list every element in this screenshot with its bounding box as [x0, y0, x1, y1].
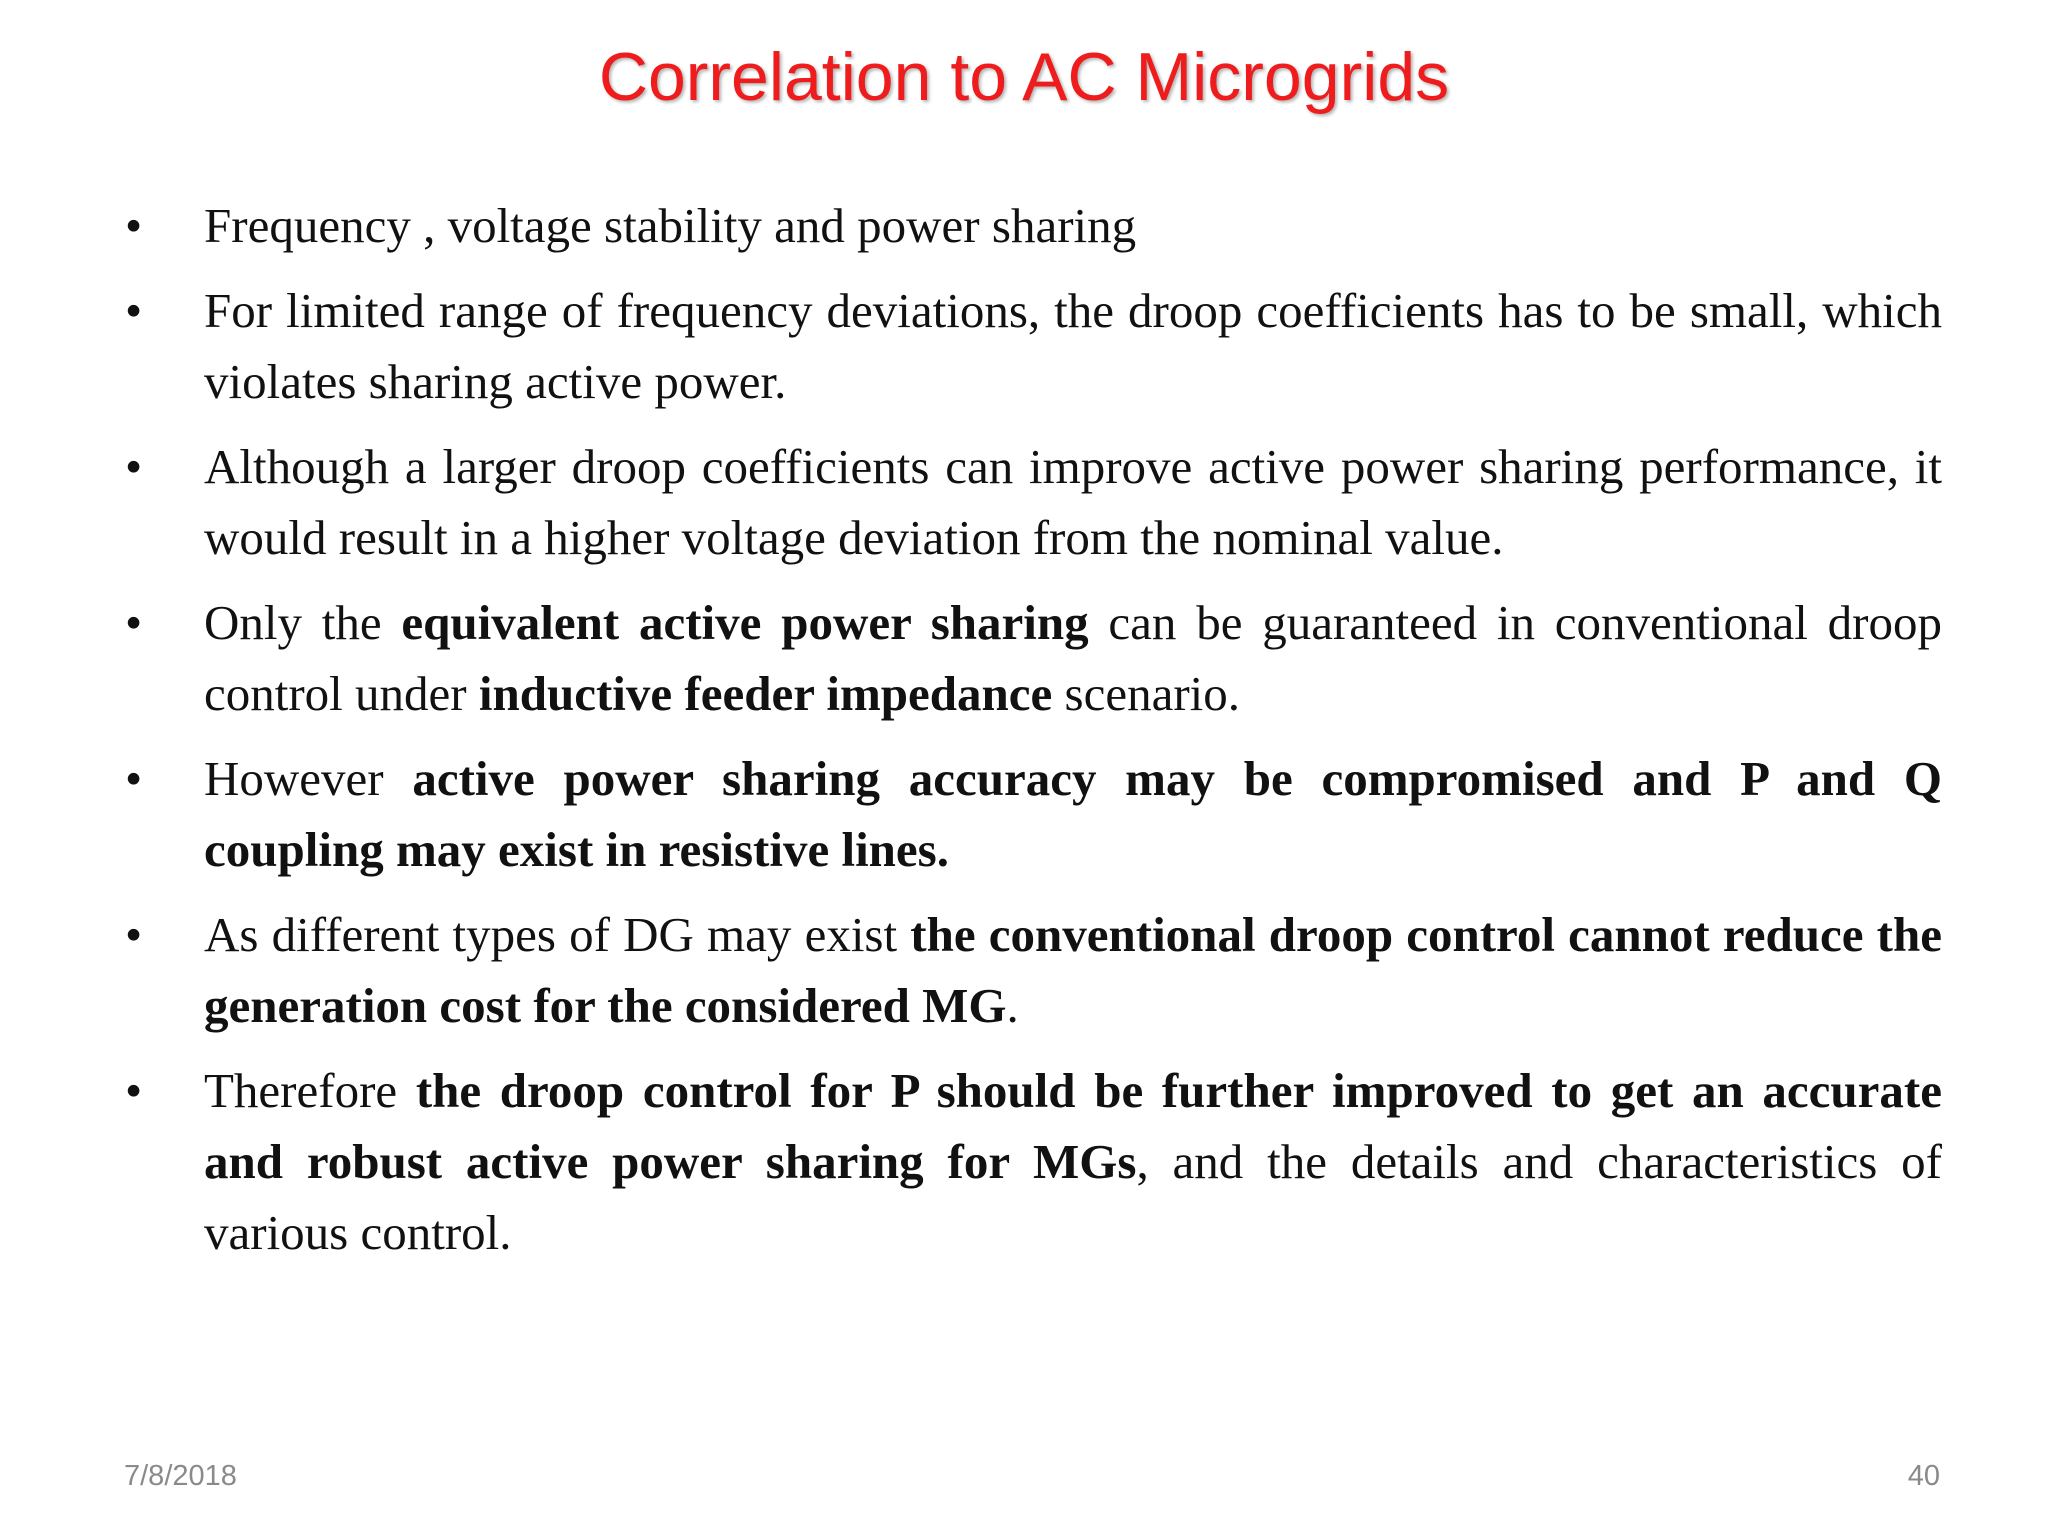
bullet-item: [125, 587, 1942, 729]
text: , and the details and characteristics of various control.: [204, 1134, 1942, 1260]
bold-text: equivalent active power sharing: [401, 595, 1089, 650]
text: can be guaranteed in conventional droop control under: [204, 595, 1942, 721]
bullet-icon: •: [125, 751, 143, 806]
text: As different types of DG may exist: [204, 907, 911, 962]
bold-text: the droop control for P should be further improved to get an accurate and robust active power sharing for MGs: [204, 1063, 1942, 1189]
text: Although a larger droop coefficients can improve active power sharing performance, it would result in a higher voltage deviation from the nominal value.: [204, 439, 1942, 565]
bullet-item: [125, 431, 1942, 573]
text: .: [1006, 978, 1019, 1033]
bullet-item: [125, 190, 1942, 261]
bold-text: inductive feeder impedance: [478, 666, 1053, 721]
bullet-item: [125, 743, 1942, 885]
bullet-item: [125, 275, 1942, 417]
text: Frequency , voltage stability and power sharing: [204, 198, 1137, 253]
bullet-list: [125, 190, 1942, 1282]
bullet-item: [125, 899, 1942, 1041]
text: Therefore: [204, 1063, 416, 1118]
text: For limited range of frequency deviations, the droop coefficients has to be small, which violates sharing active power.: [204, 283, 1942, 409]
footer-date: 7/8/2018: [124, 1460, 237, 1492]
slide-title: Correlation to AC Microgrids: [598, 39, 1450, 115]
bullet-item: [125, 1055, 1942, 1268]
bullet-icon: •: [125, 595, 143, 650]
bullet-icon: •: [125, 439, 143, 494]
bold-text: active power sharing accuracy may be compromised and P and Q coupling may exist in resistive lines.: [204, 751, 1943, 877]
bullet-icon: •: [125, 283, 143, 338]
slide-number: 40: [1907, 1460, 1940, 1492]
bullet-icon: •: [125, 1063, 143, 1118]
text: scenario.: [1052, 666, 1241, 721]
bullet-icon: •: [125, 907, 143, 962]
text: Only the: [204, 595, 402, 650]
bold-text: the conventional droop control cannot reduce the generation cost for the considered MG: [204, 907, 1942, 1033]
text: However: [204, 751, 413, 806]
bullet-icon: •: [125, 198, 143, 253]
